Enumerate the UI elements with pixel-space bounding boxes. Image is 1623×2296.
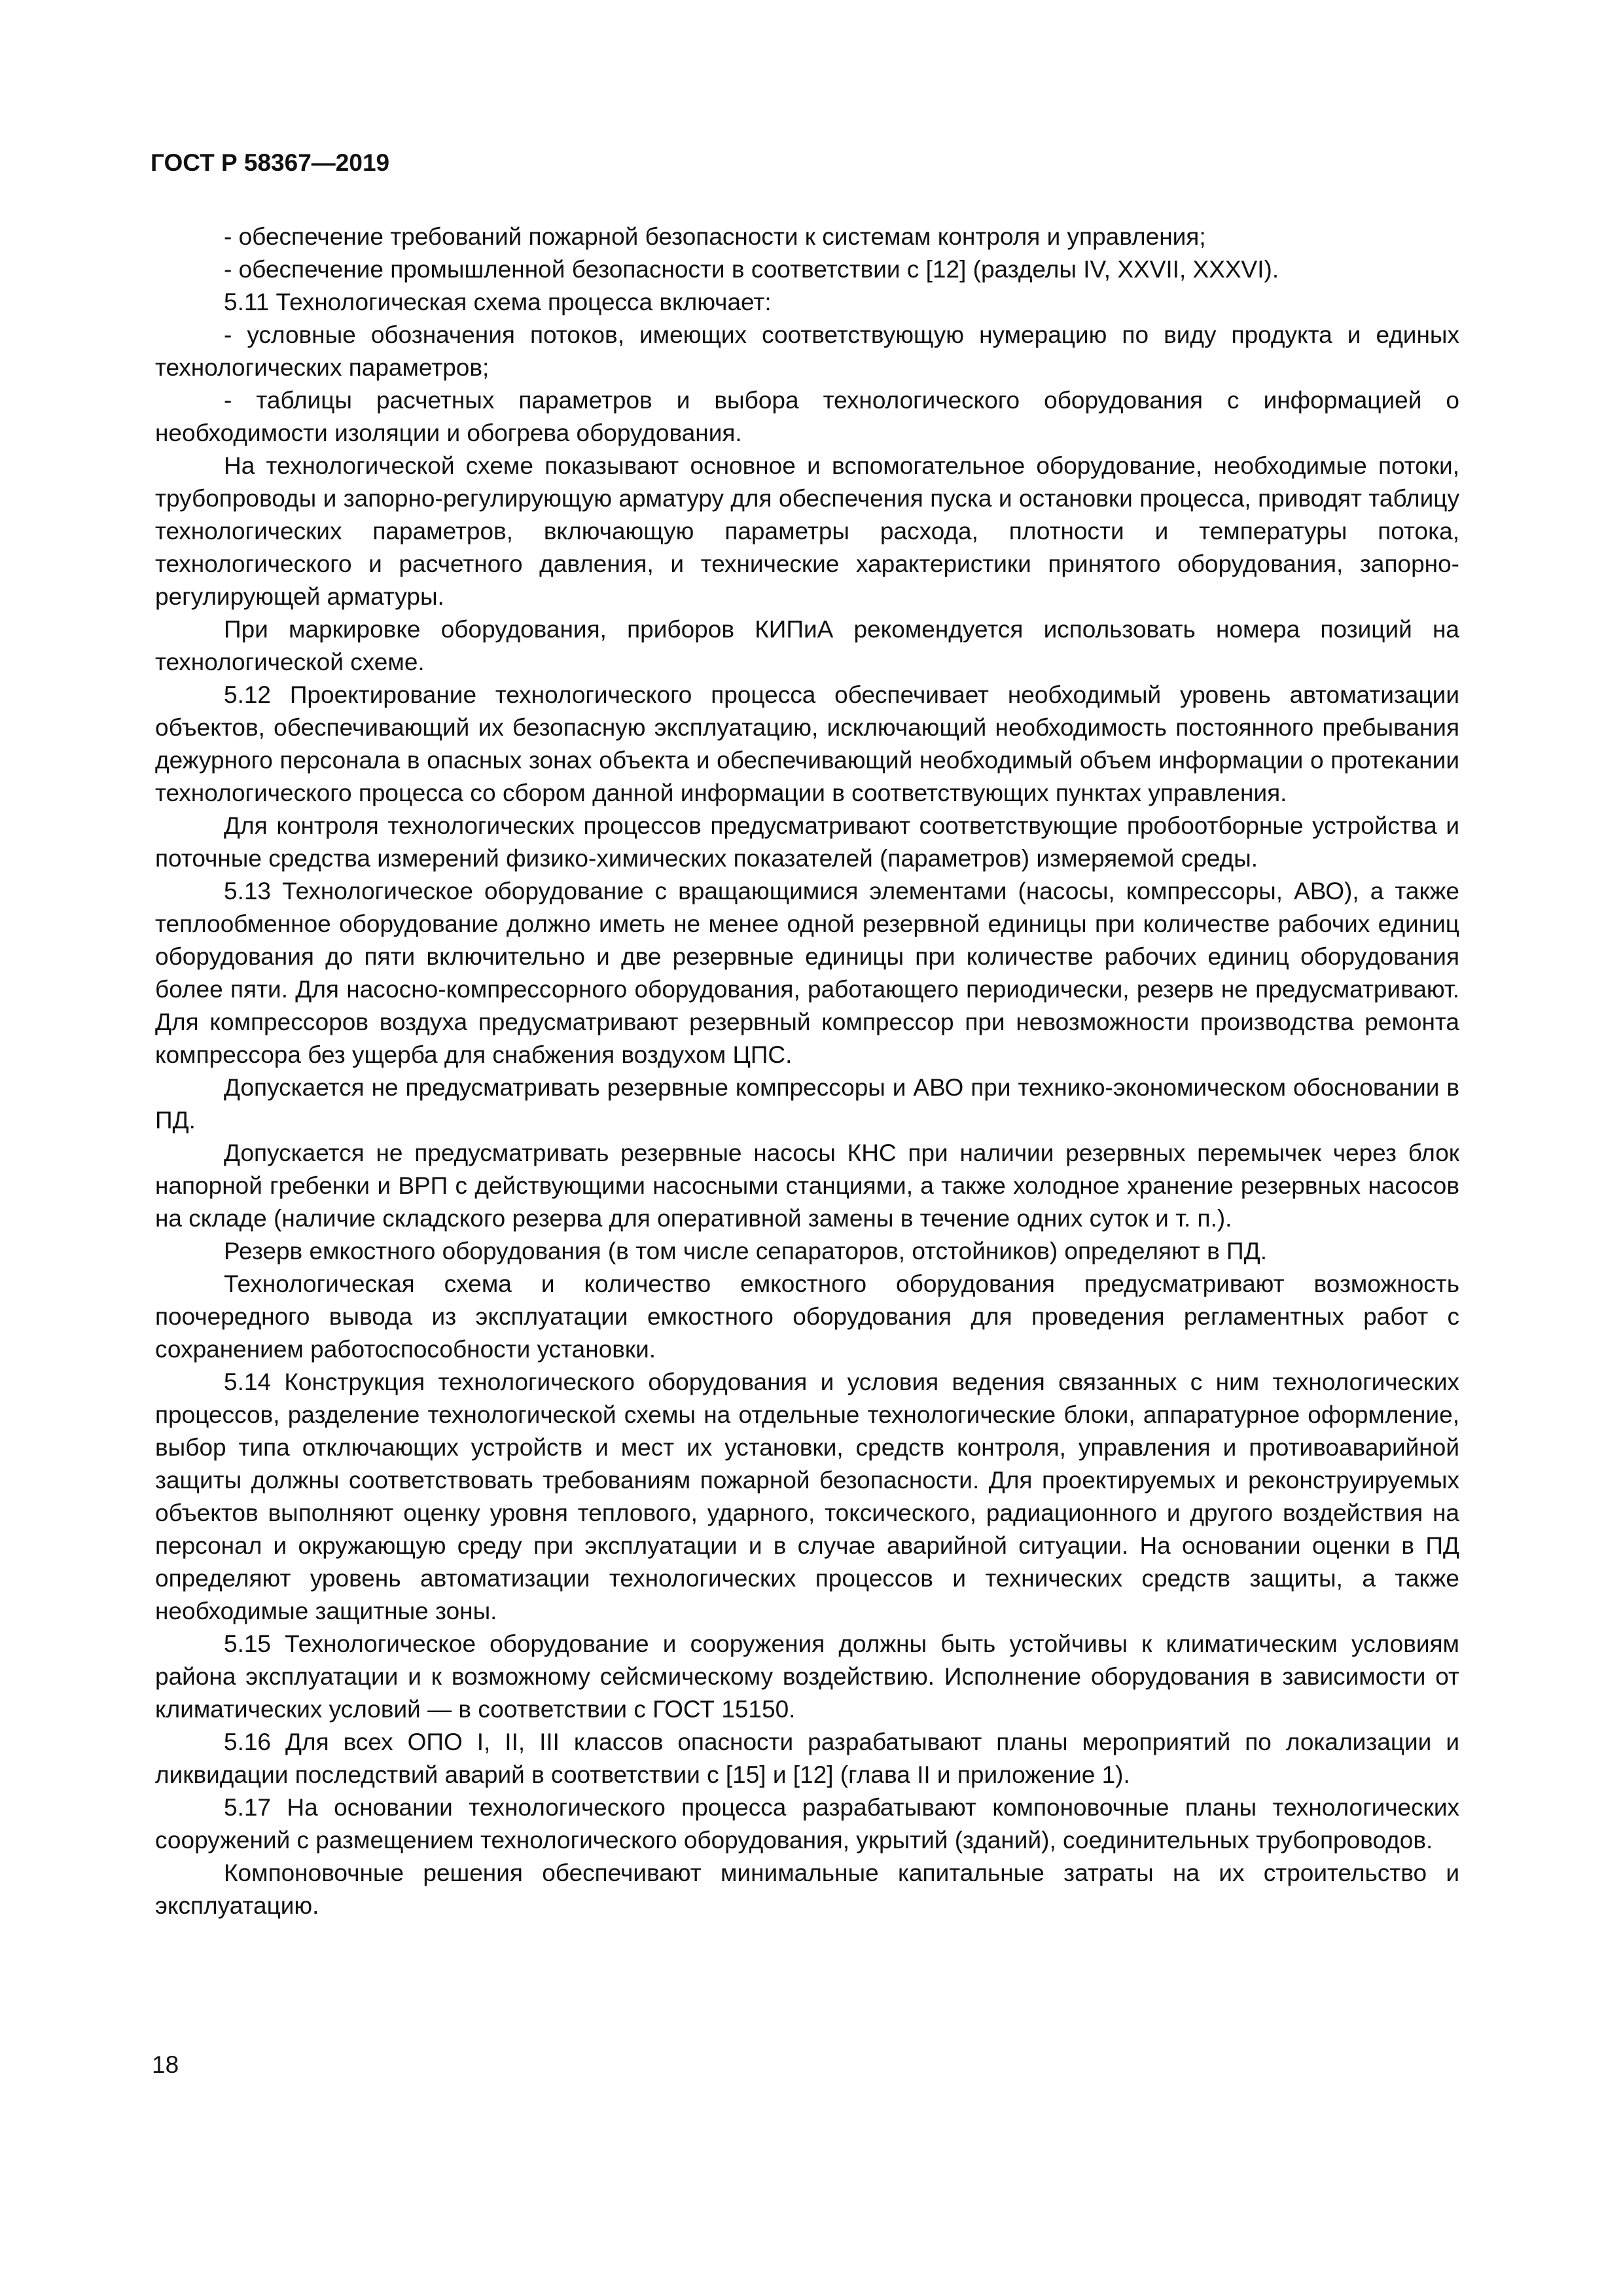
paragraph: 5.15 Технологическое оборудование и сооружения должны быть устойчивы к климатическим условиям района эксплуатации и к возможному сейсмическому воздействию. Исполнение оборудования в зависимости от климатических условий — в соответствии с ГОСТ 15150. <box>155 1630 1459 1723</box>
paragraph: 5.13 Технологическое оборудование с вращающимися элементами (насосы, компрессоры, АВО), а также теплообменное оборудование должно иметь не менее одной резервной единицы при количестве рабочих единиц оборудования до пяти включительно и две резервные единицы при количестве рабочих единиц оборудования более пяти. Для насосно-компрессорного оборудования, работающего периодически, резерв не предусматривают. Для компрессоров воздуха предусматривают резервный компрессор при невозможности производства ремонта компрессора без ущерба для снабжения воздухом ЦПС. <box>155 878 1459 1068</box>
paragraph: 5.14 Конструкция технологического оборудования и условия ведения связанных с ним технологических процессов, разделение технологической схемы на отдельные технологические блоки, аппаратурное оформление, выбор типа отключающих устройств и мест их установки, средств контроля, управления и противоаварийной защиты должны соответствовать требованиям пожарной безопасности. Для проектируемых и реконструируемых объектов выполняют оценку уровня теплового, ударного, токсического, радиационного и другого воздействия на персонал и окружающую среду при эксплуатации и в случае аварийной ситуации. На основании оценки в ПД определяют уровень автоматизации технологических процессов и технических средств защиты, а также необходимые защитные зоны. <box>155 1369 1459 1624</box>
document-header: ГОСТ Р 58367—2019 <box>151 149 390 176</box>
paragraph: 5.11 Технологическая схема процесса включает: <box>224 289 772 315</box>
paragraph: Допускается не предусматривать резервные насосы КНС при наличии резервных перемычек через блок напорной гребенки и ВРП с действующими насосными станциями, а также холодное хранение резервных насосов на складе (наличие складского резерва для оперативной замены в течение одних суток и т. п.). <box>155 1139 1459 1232</box>
paragraph: 5.17 На основании технологического процесса разрабатывают компоновочные планы технологических сооружений с размещением технологического оборудования, укрытий (зданий), соединительных трубопроводов. <box>155 1794 1459 1854</box>
paragraph: Для контроля технологических процессов предусматривают соответствующие пробоотборные устройства и поточные средства измерений физико-химических показателей (параметров) измеряемой среды. <box>155 812 1459 872</box>
paragraph: При маркировке оборудования, приборов КИПиА рекомендуется использовать номера позиций на технологической схеме. <box>155 616 1459 675</box>
paragraph: - обеспечение требований пожарной безопасности к системам контроля и управления; <box>224 223 1206 250</box>
paragraph: - таблицы расчетных параметров и выбора технологического оборудования с информацией о необходимости изоляции и обогрева оборудования. <box>155 387 1459 446</box>
paragraph: 5.16 Для всех ОПО I, II, III классов опасности разрабатывают планы мероприятий по локализации и ликвидации последствий аварий в соответствии с [15] и [12] (глава II и приложение 1). <box>155 1729 1459 1788</box>
page-number: 18 <box>152 2051 179 2078</box>
paragraph: - обеспечение промышленной безопасности в соответствии с [12] (разделы IV, XXVII, XXXVI). <box>224 256 1279 283</box>
paragraph: На технологической схеме показывают основное и вспомогательное оборудование, необходимые потоки, трубопроводы и запорно-регулирующую арматуру для обеспечения пуска и остановки процесса, приводят таблицу технологических параметров, включающую параметры расхода, плотности и температуры потока, технологического и расчетного давления, и технические характеристики принятого оборудования, запорно-регулирующей арматуры. <box>155 452 1459 610</box>
paragraph: Компоновочные решения обеспечивают минимальные капитальные затраты на их строительство и эксплуатацию. <box>155 1859 1459 1919</box>
document-body <box>155 221 1459 1922</box>
paragraph: 5.12 Проектирование технологического процесса обеспечивает необходимый уровень автоматизации объектов, обеспечивающий их безопасную эксплуатацию, исключающий необходимость постоянного пребывания дежурного персонала в опасных зонах объекта и обеспечивающий необходимый объем информации о протекании технологического процесса со сбором данной информации в соответствующих пунктах управления. <box>155 681 1459 806</box>
paragraph: Резерв емкостного оборудования (в том числе сепараторов, отстойников) определяют в ПД. <box>224 1238 1267 1265</box>
paragraph: Технологическая схема и количество емкостного оборудования предусматривают возможность поочередного вывода из эксплуатации емкостного оборудования для проведения регламентных работ с сохранением работоспособности установки. <box>155 1270 1459 1363</box>
paragraph: - условные обозначения потоков, имеющих соответствующую нумерацию по виду продукта и единых технологических параметров; <box>155 321 1459 381</box>
paragraph: Допускается не предусматривать резервные компрессоры и АВО при технико-экономическом обосновании в ПД. <box>155 1074 1459 1134</box>
